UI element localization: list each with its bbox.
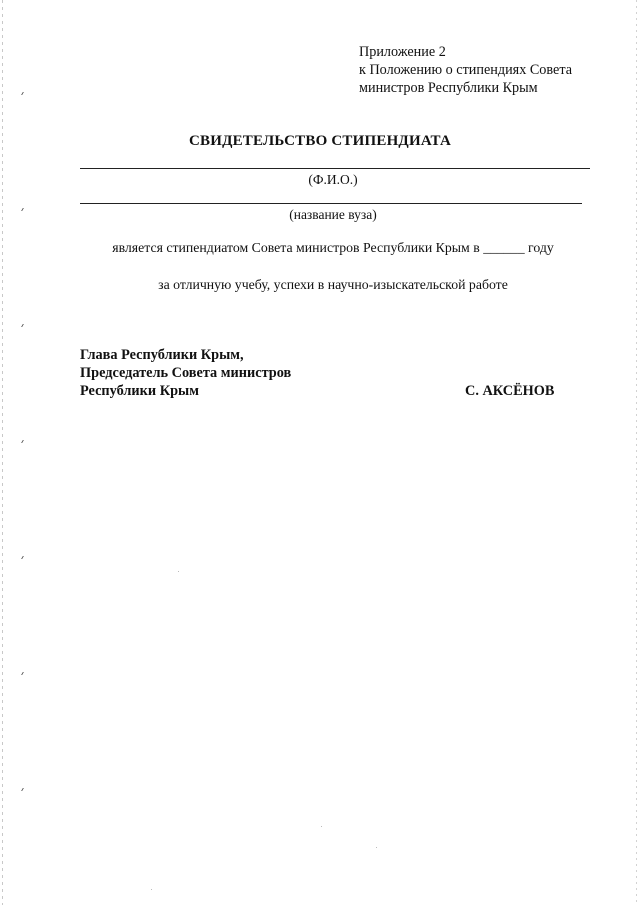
- university-field-line: [80, 203, 582, 204]
- annex-line-1: Приложение 2: [359, 44, 446, 60]
- scan-speck: [151, 889, 152, 890]
- position-line-1: Глава Республики Крым,: [80, 347, 244, 363]
- scan-mark: [21, 92, 28, 95]
- scan-mark: [21, 440, 28, 443]
- scan-mark: [21, 672, 28, 675]
- annex-line-2: к Положению о стипендиях Совета: [359, 62, 572, 78]
- name-field-line: [80, 168, 590, 169]
- scan-speck: [178, 571, 179, 572]
- body-line-1: является стипендиатом Совета министров Республики Крым в ______ году: [112, 240, 554, 255]
- position-line-2: Председатель Совета министров: [80, 365, 292, 381]
- scan-mark: [21, 556, 28, 559]
- scan-speck: [321, 826, 322, 827]
- body-line-2: за отличную учебу, успехи в научно-изыскательской работе: [158, 277, 508, 292]
- university-field-caption: (название вуза): [289, 207, 377, 222]
- name-field-caption: (Ф.И.О.): [308, 172, 358, 187]
- scan-mark: [21, 788, 28, 791]
- annex-line-3: министров Республики Крым: [359, 80, 538, 96]
- scan-mark: [21, 324, 28, 327]
- scan-speck: [376, 847, 377, 848]
- annex-reference: [359, 43, 572, 97]
- signer-name: С. АКСЁНОВ: [465, 383, 555, 399]
- document-title: СВИДЕТЕЛЬСТВО СТИПЕНДИАТА: [188, 133, 452, 149]
- signatory-position: [80, 346, 291, 400]
- position-line-3: Республики Крым: [80, 383, 199, 399]
